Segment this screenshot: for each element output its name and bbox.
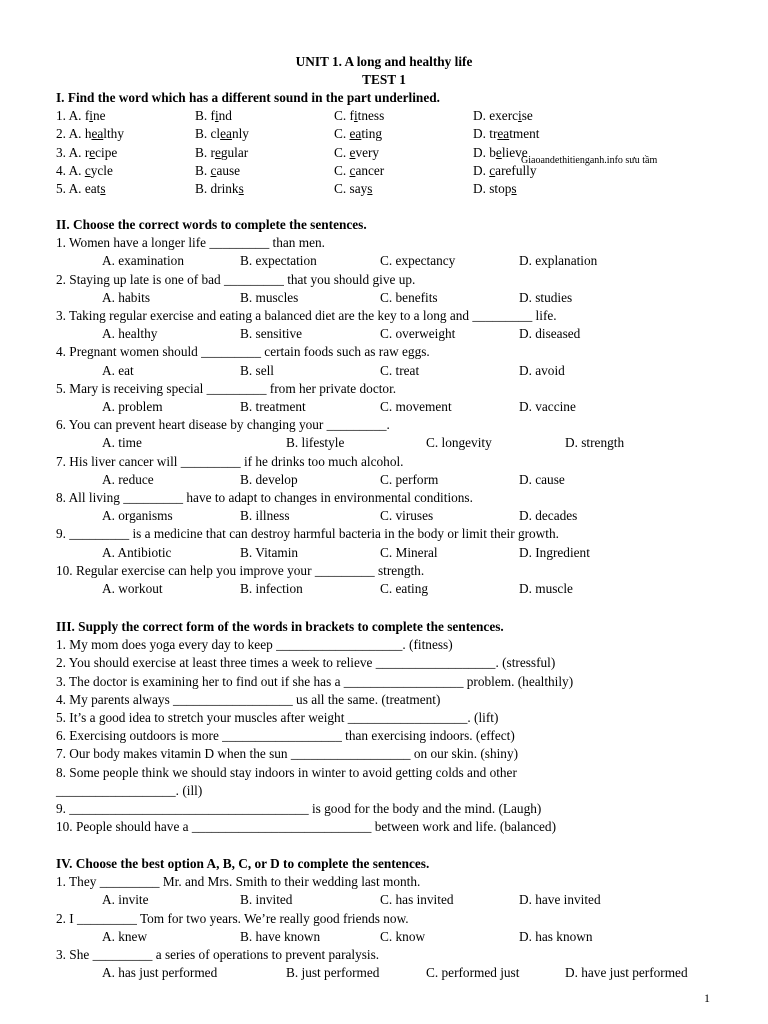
s1-option bbox=[334, 162, 384, 180]
page-number: 1 bbox=[704, 991, 710, 1005]
s3-line: 2. You should exercise at least three times a week to relieve __________________. (stressful) bbox=[56, 655, 556, 671]
unit-title: UNIT 1. A long and healthy life bbox=[295, 54, 473, 69]
s2-option: B. expectation bbox=[240, 253, 317, 269]
section-1-heading: I. Find the word which has a different sound in the part underlined. bbox=[56, 90, 440, 105]
s4-option: B. just performed bbox=[286, 965, 380, 981]
s2-option: C. benefits bbox=[380, 289, 438, 305]
s3-line: 5. It’s a good idea to stretch your muscles after weight __________________. (lift) bbox=[56, 710, 499, 725]
underlined-part: i bbox=[89, 108, 93, 124]
s1-option bbox=[334, 107, 384, 125]
s1-option bbox=[195, 162, 240, 180]
s2-option: A. organisms bbox=[102, 508, 173, 524]
s3-line: 6. Exercising outdoors is more __________________ than exercising indoors. (effect) bbox=[56, 728, 515, 744]
s2-option: B. treatment bbox=[240, 399, 306, 414]
underlined-part: e bbox=[349, 144, 356, 160]
s4-option: C. performed just bbox=[426, 965, 520, 981]
option-text: B. r bbox=[195, 144, 215, 160]
option-text: arefully bbox=[495, 162, 537, 178]
option-text: D. b bbox=[473, 144, 496, 160]
option-text: gular bbox=[220, 144, 249, 160]
s2-question: 10. Regular exercise can help you improve your _________ strength. bbox=[56, 562, 425, 578]
underlined-part: e bbox=[495, 144, 502, 160]
option-text: very bbox=[355, 144, 380, 160]
s2-option: D. studies bbox=[519, 289, 573, 305]
option-text: C. bbox=[334, 126, 350, 142]
underlined-part: ea bbox=[349, 126, 362, 142]
s1-option bbox=[56, 162, 113, 180]
s3-line: 9. ____________________________________ is good for the body and the mind. (Laugh) bbox=[56, 801, 542, 816]
s1-option bbox=[56, 107, 106, 125]
s4-option: D. have invited bbox=[519, 892, 601, 908]
option-text: 2. A. h bbox=[56, 126, 92, 142]
s2-option: B. illness bbox=[240, 508, 290, 524]
s2-question: 9. _________ is a medicine that can destroy harmful bacteria in the body or limit their growth. bbox=[56, 526, 559, 542]
s2-option: D. strength bbox=[565, 435, 625, 451]
s1-option bbox=[473, 125, 539, 143]
s2-option: A. reduce bbox=[102, 471, 154, 487]
s2-option: C. eating bbox=[380, 581, 429, 596]
option-text: tment bbox=[509, 126, 540, 142]
option-text: C. bbox=[334, 162, 350, 178]
s2-option: A. examination bbox=[102, 253, 184, 269]
s1-option bbox=[473, 107, 533, 125]
option-text: 4. A. bbox=[56, 162, 85, 178]
option-text: 5. A. eat bbox=[56, 181, 101, 196]
s1-option bbox=[334, 180, 372, 198]
option-text: ne bbox=[92, 108, 106, 124]
s3-line: 4. My parents always __________________ us all the same. (treatment) bbox=[56, 691, 441, 707]
s2-option: D. explanation bbox=[519, 253, 598, 269]
s2-option: C. perform bbox=[380, 471, 439, 487]
s3-line: 7. Our body makes vitamin D when the sun __________________ on our skin. (shiny) bbox=[56, 746, 519, 762]
underlined-part: s bbox=[100, 181, 106, 196]
s2-option: B. muscles bbox=[240, 289, 299, 305]
option-text: B. cl bbox=[195, 126, 221, 142]
s2-option: C. treat bbox=[380, 362, 420, 378]
underlined-part: s bbox=[511, 181, 517, 196]
s2-question: 3. Taking regular exercise and eating a balanced diet are the key to a long and _________ life. bbox=[56, 308, 557, 323]
option-text: se bbox=[521, 108, 533, 124]
option-text: D. tr bbox=[473, 126, 498, 142]
underlined-part: i bbox=[214, 108, 219, 124]
s1-option bbox=[473, 144, 528, 162]
option-text: ycle bbox=[90, 162, 113, 178]
s2-option: C. viruses bbox=[380, 508, 434, 524]
option-text: 3. A. r bbox=[56, 144, 90, 160]
s2-question: 7. His liver cancer will _________ if he drinks too much alcohol. bbox=[56, 453, 404, 469]
option-text: B. bbox=[195, 162, 211, 178]
s2-option: A. problem bbox=[102, 399, 163, 414]
s2-option: D. diseased bbox=[519, 326, 581, 342]
underlined-part: c bbox=[349, 162, 356, 178]
underlined-part: ea bbox=[91, 126, 104, 142]
underlined-part: e bbox=[214, 144, 221, 160]
underlined-part: ea bbox=[220, 126, 232, 142]
s2-option: D. decades bbox=[519, 508, 578, 524]
s1-option bbox=[195, 107, 232, 125]
s3-line: 1. My mom does yoga every day to keep ___________________. (fitness) bbox=[56, 637, 453, 653]
option-text: nd bbox=[218, 108, 232, 124]
underlined-part: i bbox=[353, 108, 358, 124]
s2-option: C. Mineral bbox=[380, 544, 438, 560]
s1-option bbox=[56, 180, 106, 198]
s2-question: 8. All living _________ have to adapt to changes in environmental conditions. bbox=[56, 490, 473, 505]
s1-option bbox=[195, 125, 249, 143]
s2-question: 5. Mary is receiving special _________ from her private doctor. bbox=[56, 380, 397, 396]
s4-option: D. has known bbox=[519, 928, 593, 944]
s2-option: A. healthy bbox=[102, 326, 158, 342]
s2-option: A. workout bbox=[102, 581, 163, 596]
s2-option: A. Antibiotic bbox=[102, 544, 172, 560]
test-title: TEST 1 bbox=[362, 72, 406, 87]
underlined-part: ea bbox=[497, 126, 510, 142]
s2-option: B. develop bbox=[240, 471, 298, 487]
s4-question: 3. She _________ a series of operations to prevent paralysis. bbox=[56, 947, 380, 962]
s2-option: B. sell bbox=[240, 362, 274, 378]
underlined-part: s bbox=[238, 181, 244, 196]
s4-option: C. know bbox=[380, 928, 426, 944]
s4-option: A. has just performed bbox=[102, 965, 218, 981]
s1-option bbox=[473, 180, 517, 198]
option-text: ancer bbox=[355, 162, 385, 178]
option-text: lieve bbox=[501, 144, 528, 160]
option-text: ause bbox=[216, 162, 241, 178]
option-text: ting bbox=[361, 126, 383, 142]
s2-option: C. expectancy bbox=[380, 253, 456, 269]
s2-option: B. lifestyle bbox=[286, 435, 345, 451]
s4-question: 1. They _________ Mr. and Mrs. Smith to their wedding last month. bbox=[56, 874, 421, 890]
option-text: nly bbox=[231, 126, 249, 142]
option-text: tness bbox=[357, 108, 385, 124]
s1-option bbox=[195, 180, 244, 198]
s3-line: __________________. (ill) bbox=[56, 782, 203, 798]
s2-option: D. vaccine bbox=[519, 399, 576, 414]
s3-line: 8. Some people think we should stay indoors in winter to avoid getting colds and other bbox=[56, 764, 517, 780]
underlined-part: i bbox=[518, 108, 522, 124]
underlined-part: c bbox=[210, 162, 217, 178]
section-3-heading: III. Supply the correct form of the words in brackets to complete the sentences. bbox=[56, 619, 504, 634]
s4-option: A. knew bbox=[102, 928, 148, 944]
option-text: C. bbox=[334, 144, 350, 160]
option-text: lthy bbox=[103, 126, 124, 142]
s2-option: D. Ingredient bbox=[519, 544, 590, 560]
s4-option: B. have known bbox=[240, 928, 321, 944]
option-text: C. say bbox=[334, 181, 368, 196]
s2-question: 4. Pregnant women should _________ certain foods such as raw eggs. bbox=[56, 344, 430, 360]
s1-option bbox=[334, 144, 379, 162]
s4-option: C. has invited bbox=[380, 892, 454, 908]
s2-question: 1. Women have a longer life _________ than men. bbox=[56, 235, 325, 251]
s2-question: 6. You can prevent heart disease by changing your _________. bbox=[56, 417, 390, 433]
section-2-heading: II. Choose the correct words to complete the sentences. bbox=[56, 217, 367, 232]
underlined-part: c bbox=[84, 162, 91, 178]
option-text: D. exerc bbox=[473, 108, 519, 124]
option-text: D. bbox=[473, 162, 490, 178]
option-text: 1. A. f bbox=[56, 108, 90, 124]
s1-option bbox=[56, 144, 117, 162]
s3-line: 10. People should have a ___________________________ between work and life. (balanced) bbox=[56, 819, 556, 835]
s2-option: A. time bbox=[102, 435, 142, 451]
s2-option: C. longevity bbox=[426, 435, 492, 451]
s2-question: 2. Staying up late is one of bad _________ that you should give up. bbox=[56, 271, 416, 287]
underlined-part: c bbox=[489, 162, 496, 178]
s2-option: C. movement bbox=[380, 399, 452, 414]
underlined-part: e bbox=[89, 144, 96, 160]
underlined-part: s bbox=[367, 181, 373, 196]
option-text: B. drink bbox=[195, 181, 239, 196]
option-text: C. f bbox=[334, 108, 354, 124]
option-text: D. stop bbox=[473, 181, 512, 196]
s1-option bbox=[195, 144, 248, 162]
s2-option: D. cause bbox=[519, 471, 565, 487]
option-text: B. f bbox=[195, 108, 215, 124]
s4-option: B. invited bbox=[240, 892, 293, 908]
s4-option: A. invite bbox=[102, 892, 149, 908]
s2-option: B. infection bbox=[240, 581, 303, 596]
s3-line: 3. The doctor is examining her to find out if she has a __________________ problem. (healthily) bbox=[56, 673, 574, 689]
s4-option: D. have just performed bbox=[565, 965, 688, 981]
option-text: cipe bbox=[95, 144, 118, 160]
s1-option bbox=[56, 125, 124, 143]
s2-option: B. sensitive bbox=[240, 326, 303, 342]
s2-option: C. overweight bbox=[380, 326, 456, 342]
s2-option: D. avoid bbox=[519, 362, 565, 378]
s1-option bbox=[334, 125, 382, 143]
s4-question: 2. I _________ Tom for two years. We’re really good friends now. bbox=[56, 910, 409, 926]
s1-option bbox=[473, 162, 537, 180]
s2-option: B. Vitamin bbox=[240, 544, 299, 560]
section-4-heading: IV. Choose the best option A, B, C, or D to complete the sentences. bbox=[56, 856, 430, 871]
s2-option: A. habits bbox=[102, 289, 151, 305]
s2-option: D. muscle bbox=[519, 581, 573, 596]
credit-note: Giaoandethitienganh.info sưu tầm bbox=[521, 155, 658, 166]
s2-option: A. eat bbox=[102, 362, 134, 378]
